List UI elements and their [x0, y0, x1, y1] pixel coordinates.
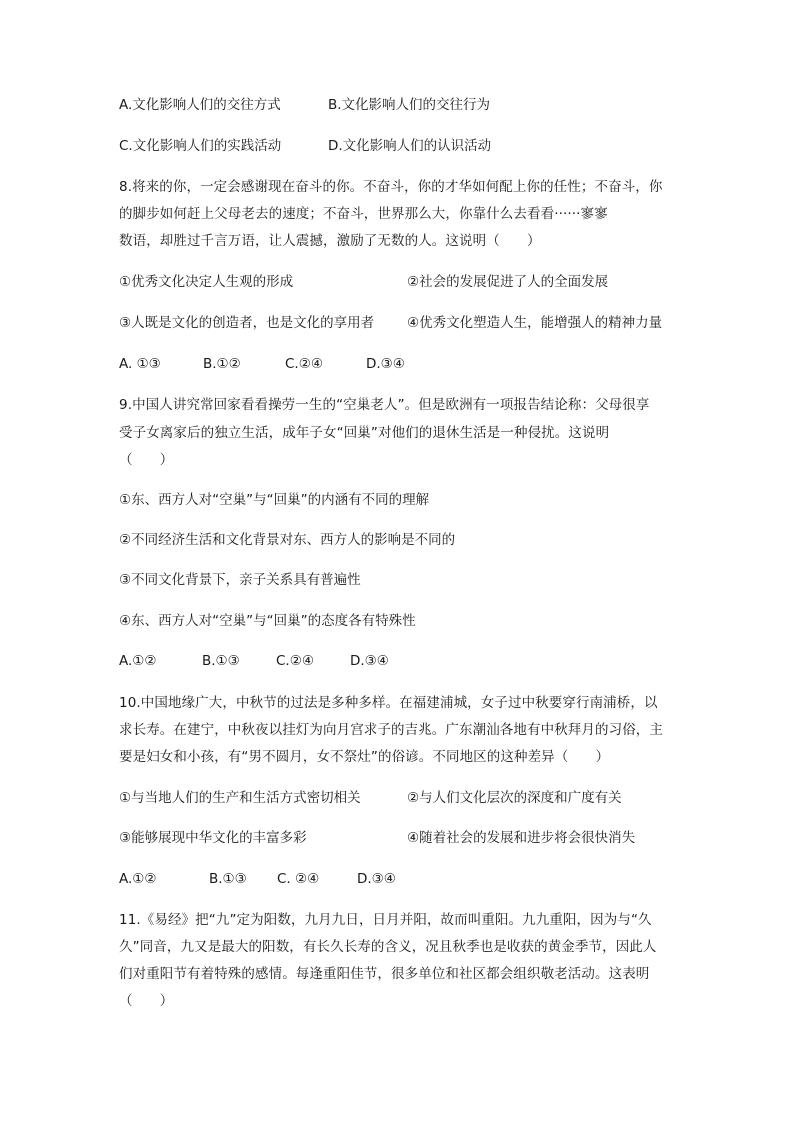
- q9-statement-4: ④东、西方人对“空巢”与“回巢”的态度各有特殊性: [119, 613, 416, 629]
- q10-choice-d[interactable]: D.③④: [357, 871, 396, 887]
- q8-text-line-2: 的脚步如何赶上父母老去的速度；不奋斗，世界那么大，你靠什么去看看······寥寥: [119, 206, 608, 222]
- q11-text-line-4: （ ）: [119, 993, 174, 1009]
- q10-text-line-3: 要是妇女和小孩，有“男不圆月，女不祭灶”的俗谚。不同地区的这种差异（ ）: [119, 749, 610, 765]
- q8-statement-4: ④优秀文化塑造人生，能增强人的精神力量: [407, 315, 663, 331]
- q9-choice-c[interactable]: C.②④: [276, 653, 314, 669]
- q11-text-line-2: 久”同音，九又是最大的阳数，有长久长寿的含义，况且秋季也是收获的黄金季节，因此人: [119, 939, 657, 955]
- q9-statement-1: ①东、西方人对“空巢”与“回巢”的内涵有不同的理解: [119, 492, 430, 508]
- q9-statement-3: ③不同文化背景下，亲子关系具有普遍性: [119, 572, 361, 588]
- q7-option-a[interactable]: A.文化影响人们的交往方式: [119, 97, 281, 113]
- q10-choice-b[interactable]: B.①③: [209, 871, 247, 887]
- q10-statement-2: ②与人们文化层次的深度和广度有关: [407, 790, 622, 806]
- q10-statement-4: ④随着社会的发展和进步将会很快消失: [407, 830, 636, 846]
- q9-choice-a[interactable]: A.①②: [119, 653, 157, 669]
- q9-text-line-1: 9.中国人讲究常回家看看操劳一生的“空巢老人”。但是欧洲有一项报告结论称：父母很享: [119, 397, 650, 413]
- q8-text-line-3: 数语，却胜过千言万语，让人震撼，激励了无数的人。这说明（ ）: [119, 233, 541, 249]
- q8-choice-d[interactable]: D.③④: [366, 356, 405, 372]
- q10-statement-1: ①与当地人们的生产和生活方式密切相关: [119, 790, 361, 806]
- q9-text-line-2: 受子女离家后的独立生活，成年子女“回巢”对他们的退休生活是一种侵扰。这说明: [119, 425, 610, 441]
- q9-choice-b[interactable]: B.①③: [202, 653, 240, 669]
- q10-statement-3: ③能够展现中华文化的丰富多彩: [119, 830, 307, 846]
- q10-text-line-2: 求长寿。在建宁，中秋夜以挂灯为向月宫求子的吉兆。广东潮汕各地有中秋拜月的习俗，主: [119, 722, 663, 738]
- q8-choice-a[interactable]: A. ①③: [119, 356, 161, 372]
- q8-choice-c[interactable]: C.②④: [285, 356, 323, 372]
- q10-text-line-1: 10.中国地缘广大，中秋节的过法是多种多样。在福建浦城，女子过中秋要穿行南浦桥，以: [119, 695, 658, 711]
- q7-option-c[interactable]: C.文化影响人们的实践活动: [119, 138, 282, 154]
- q7-option-d[interactable]: D.文化影响人们的认识活动: [328, 138, 492, 154]
- q8-statement-3: ③人既是文化的创造者，也是文化的享用者: [119, 315, 375, 331]
- q7-option-b[interactable]: B.文化影响人们的交往行为: [328, 97, 491, 113]
- q10-choice-c[interactable]: C. ②④: [277, 871, 320, 887]
- q9-choice-d[interactable]: D.③④: [350, 653, 389, 669]
- q8-statement-2: ②社会的发展促进了人的全面发展: [407, 274, 609, 290]
- q11-text-line-1: 11.《易经》把“九”定为阳数，九月九日，日月并阳，故而叫重阳。九九重阳，因为与“久: [119, 912, 652, 928]
- q8-statement-1: ①优秀文化决定人生观的形成: [119, 274, 294, 290]
- q9-statement-2: ②不同经济生活和文化背景对东、西方人的影响是不同的: [119, 532, 456, 548]
- q10-choice-a[interactable]: A.①②: [119, 871, 157, 887]
- q11-text-line-3: 们对重阳节有着特殊的感情。每逢重阳佳节，很多单位和社区都会组织敬老活动。这表明: [119, 966, 650, 982]
- q8-text-line-1: 8.将来的你，一定会感谢现在奋斗的你。不奋斗，你的才华如何配上你的任性；不奋斗，你: [119, 179, 663, 195]
- q8-choice-b[interactable]: B.①②: [203, 356, 241, 372]
- q9-text-line-3: （ ）: [119, 452, 174, 468]
